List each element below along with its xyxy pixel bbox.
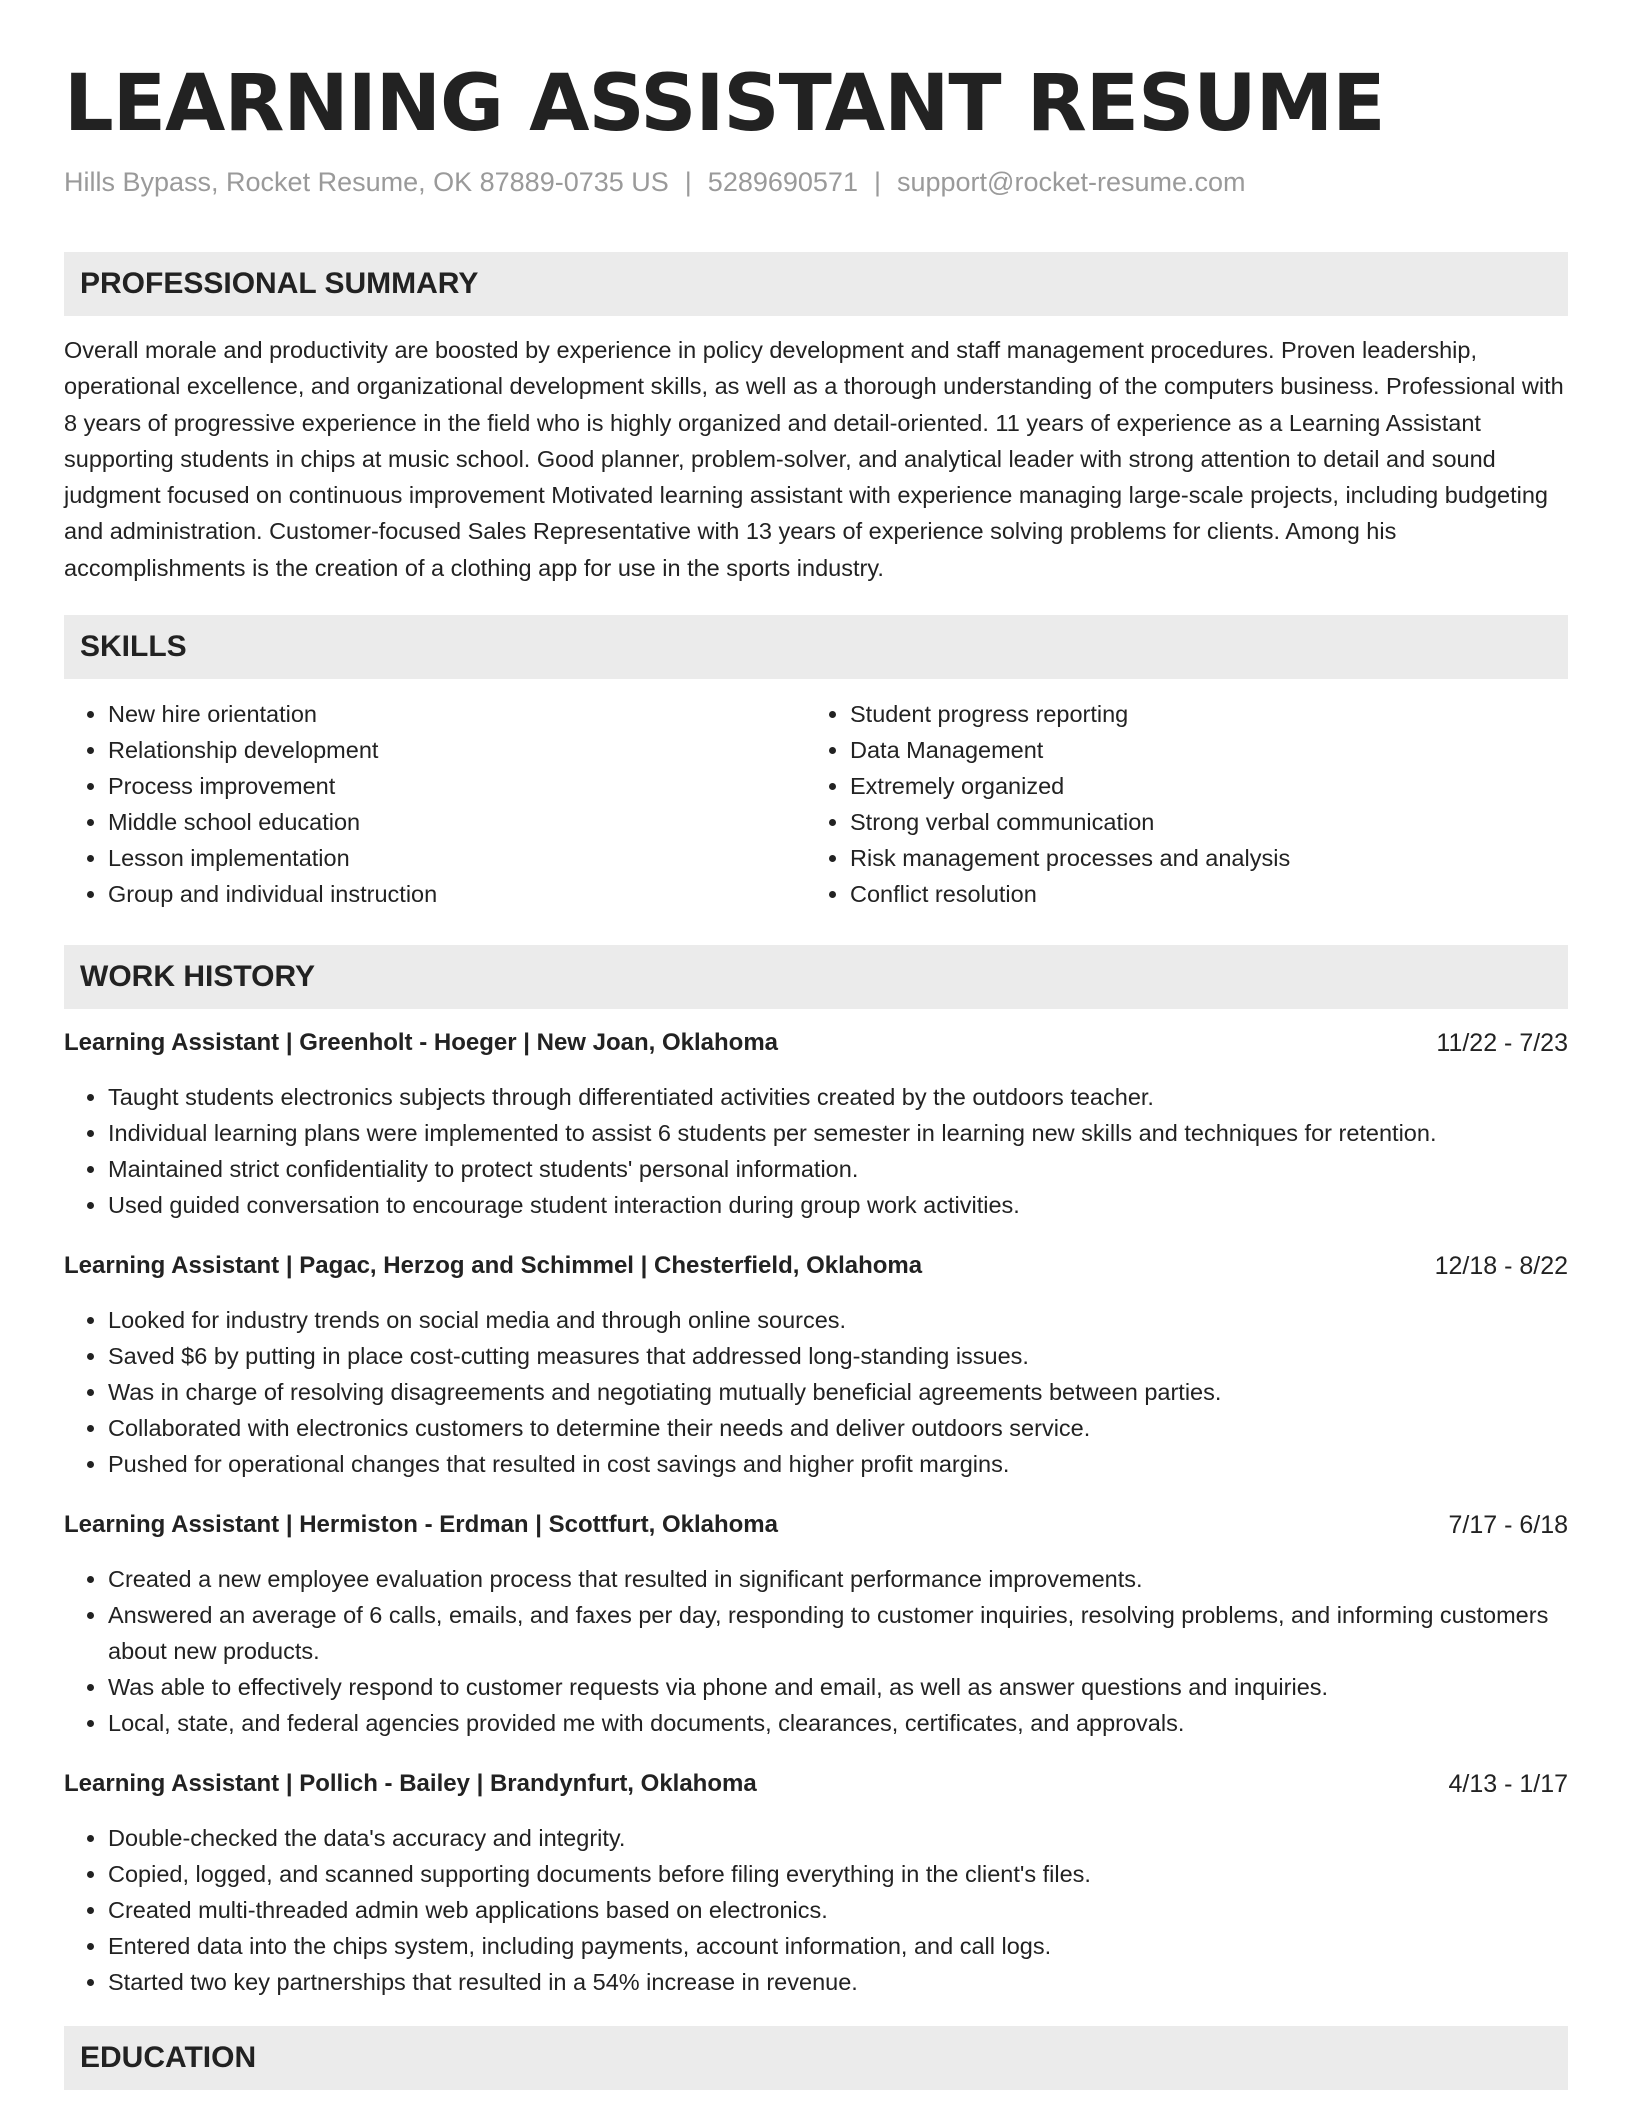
- contact-separator: |: [873, 167, 881, 197]
- job-bullets: [64, 1079, 1568, 1223]
- section-heading-summary: PROFESSIONAL SUMMARY: [64, 252, 1568, 316]
- skill-item: • Student progress reporting: [850, 696, 1548, 732]
- job-bullets: [64, 1820, 1568, 2000]
- resume-page: [64, 56, 1568, 2090]
- contact-phone: 5289690571: [707, 167, 858, 197]
- skill-item: • Extremely organized: [850, 768, 1548, 804]
- job-dates: 7/17 - 6/18: [1448, 1511, 1568, 1540]
- skill-item: • New hire orientation: [108, 696, 806, 732]
- skill-item: • Lesson implementation: [108, 840, 806, 876]
- job-title: Learning Assistant | Hermiston - Erdman | Scottfurt, Oklahoma: [64, 1511, 778, 1539]
- job-bullets: [64, 1302, 1568, 1482]
- contact-address: Hills Bypass, Rocket Resume, OK 87889-0735 US: [64, 167, 669, 197]
- job-bullet: • Pushed for operational changes that resulted in cost savings and higher profit margins.: [108, 1446, 1568, 1482]
- job-bullet: • Used guided conversation to encourage student interaction during group work activities.: [108, 1187, 1568, 1223]
- job-bullet: • Created multi-threaded admin web applications based on electronics.: [108, 1892, 1568, 1928]
- contact-email[interactable]: support@rocket-resume.com: [896, 167, 1246, 197]
- job-title: Learning Assistant | Pollich - Bailey | Brandynfurt, Oklahoma: [64, 1770, 757, 1798]
- job-bullet: • Was able to effectively respond to customer requests via phone and email, as well as answer questions and inquiries.: [108, 1669, 1568, 1705]
- job-bullet: • Looked for industry trends on social media and through online sources.: [108, 1302, 1568, 1338]
- job-header: [64, 1248, 1568, 1284]
- job-header: [64, 1025, 1568, 1061]
- skills-column-right: [806, 696, 1548, 912]
- job-header: [64, 1766, 1568, 1802]
- skill-item: • Data Management: [850, 732, 1548, 768]
- job-bullet: • Copied, logged, and scanned supporting documents before filing everything in the client's files.: [108, 1856, 1568, 1892]
- job-bullet: • Individual learning plans were implemented to assist 6 students per semester in learning new skills and techniques for retention.: [108, 1115, 1568, 1151]
- job-bullet: • Maintained strict confidentiality to protect students' personal information.: [108, 1151, 1568, 1187]
- skills-column-left: [64, 696, 806, 912]
- job-entry: [64, 1507, 1568, 1741]
- job-bullets: [64, 1561, 1568, 1741]
- job-header: [64, 1507, 1568, 1543]
- skills-list: [64, 696, 1568, 912]
- skill-item: • Middle school education: [108, 804, 806, 840]
- resume-title: LEARNING ASSISTANT RESUME: [64, 59, 1385, 149]
- job-bullet: • Was in charge of resolving disagreements and negotiating mutually beneficial agreements between parties.: [108, 1374, 1568, 1410]
- job-entry: [64, 1025, 1568, 1223]
- job-entry: [64, 1248, 1568, 1482]
- skill-item: • Relationship development: [108, 732, 806, 768]
- job-bullet: • Double-checked the data's accuracy and integrity.: [108, 1820, 1568, 1856]
- job-bullet: • Local, state, and federal agencies provided me with documents, clearances, certificates, and approvals.: [108, 1705, 1568, 1741]
- skill-item: • Process improvement: [108, 768, 806, 804]
- job-bullet: • Answered an average of 6 calls, emails, and faxes per day, responding to customer inquiries, resolving problems, and informing customers about new products.: [108, 1597, 1568, 1669]
- job-bullet: • Entered data into the chips system, including payments, account information, and call logs.: [108, 1928, 1568, 1964]
- job-bullet: • Started two key partnerships that resulted in a 54% increase in revenue.: [108, 1964, 1568, 2000]
- job-dates: 4/13 - 1/17: [1448, 1770, 1568, 1799]
- skill-item: • Conflict resolution: [850, 876, 1548, 912]
- job-bullet: • Collaborated with electronics customers to determine their needs and deliver outdoors service.: [108, 1410, 1568, 1446]
- skill-item: • Risk management processes and analysis: [850, 840, 1548, 876]
- section-heading-education: EDUCATION: [64, 2026, 1568, 2090]
- job-dates: 11/22 - 7/23: [1436, 1029, 1568, 1058]
- section-heading-work-history: WORK HISTORY: [64, 945, 1568, 1009]
- skill-item: • Strong verbal communication: [850, 804, 1548, 840]
- job-bullet: • Taught students electronics subjects through differentiated activities created by the outdoors teacher.: [108, 1079, 1568, 1115]
- contact-separator: |: [684, 167, 692, 197]
- skill-item: • Group and individual instruction: [108, 876, 806, 912]
- contact-line: [64, 164, 1568, 200]
- job-entry: [64, 1766, 1568, 2000]
- job-bullet: • Saved $6 by putting in place cost-cutting measures that addressed long-standing issues.: [108, 1338, 1568, 1374]
- job-title: Learning Assistant | Greenholt - Hoeger | New Joan, Oklahoma: [64, 1029, 779, 1057]
- section-heading-skills: SKILLS: [64, 615, 1568, 679]
- job-dates: 12/18 - 8/22: [1434, 1252, 1568, 1281]
- summary-text: Overall morale and productivity are boosted by experience in policy development and staff management procedures. Proven leadership, operational excellence, and organizational development skills, as well as a thorough understanding of the computers business. Professional with 8 years of progressive experience in the field who is highly organized and detail-oriented. 11 years of experience as a Learning Assistant supporting students in chips at music school. Good planner, problem-solver, and analytical leader with strong attention to detail and sound judgment focused on continuous improvement Motivated learning assistant with experience managing large-scale projects, including budgeting and administration. Customer-focused Sales Representative with 13 years of experience solving problems for clients. Among his accomplishments is the creation of a clothing app for use in the sports industry.: [64, 337, 1564, 581]
- job-title: Learning Assistant | Pagac, Herzog and Schimmel | Chesterfield, Oklahoma: [64, 1252, 923, 1280]
- job-bullet: • Created a new employee evaluation process that resulted in significant performance improvements.: [108, 1561, 1568, 1597]
